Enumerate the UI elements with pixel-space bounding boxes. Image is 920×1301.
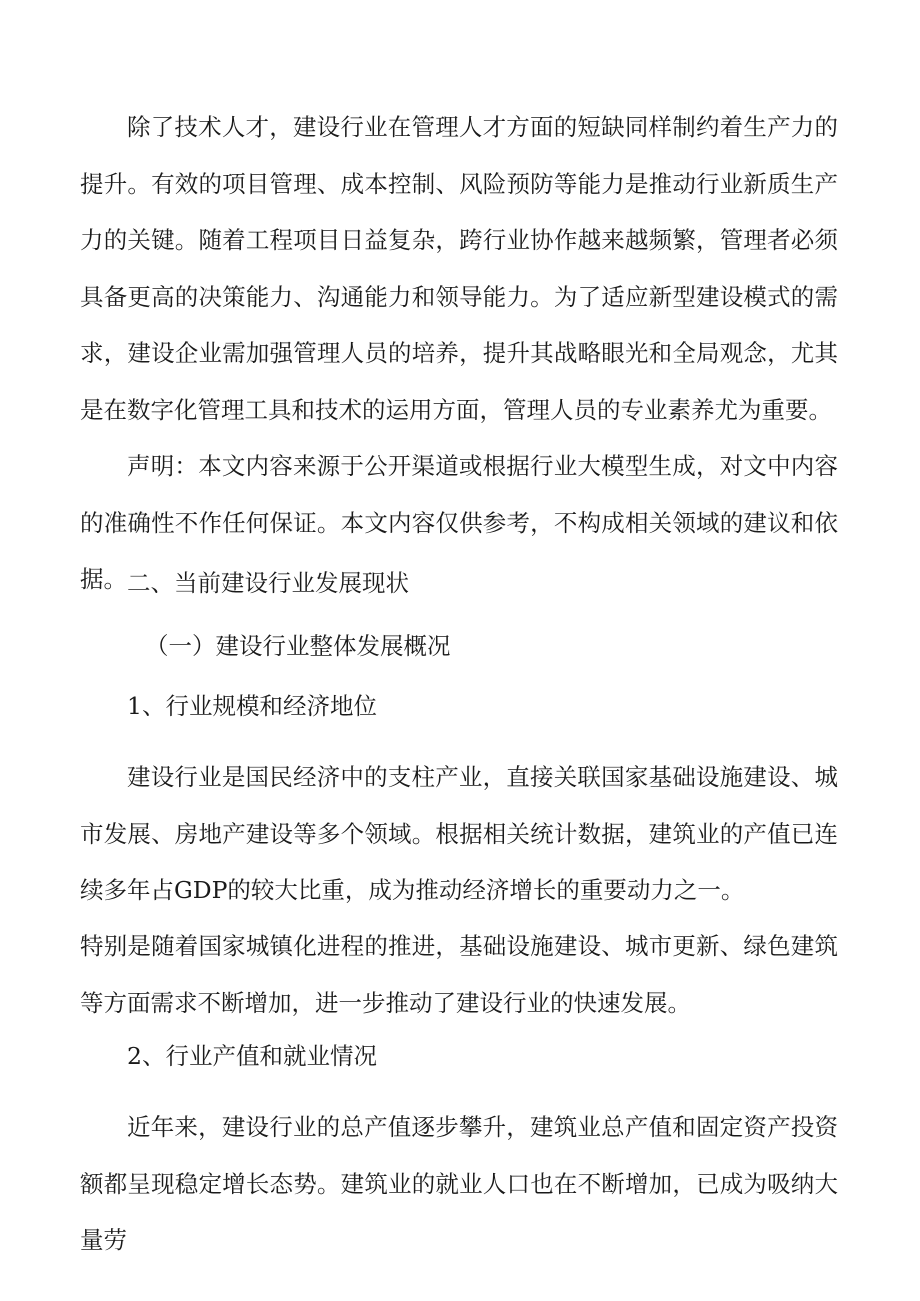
paragraph-industry-scale: 建设行业是国民经济中的支柱产业，直接关联国家基础设施建设、城市发展、房地产建设等多个领域。根据相关统计数据，建筑业的产值已连续多年占GDP的较大比重，成为推动经济增长的重要动力之一。 [80,763,838,905]
paragraph-urbanization: 特别是随着国家城镇化进程的推进，基础设施建设、城市更新、绿色建筑等方面需求不断增加，进一步推动了建设行业的快速发展。 [80,932,838,1017]
subsection-heading: （一）建设行业整体发展概况 [145,632,451,660]
item-heading-output: 2、行业产值和就业情况 [127,1042,377,1070]
item-heading-scale: 1、行业规模和经济地位 [127,692,377,720]
paragraph-output-employment: 近年来，建设行业的总产值逐步攀升，建筑业总产值和固定资产投资额都呈现稳定增长态势。建筑业的就业人口也在不断增加，已成为吸纳大量劳 [80,1113,838,1255]
section-heading: 二、当前建设行业发展现状 [127,569,409,597]
paragraph-management-talent: 除了技术人才，建设行业在管理人才方面的短缺同样制约着生产力的提升。有效的项目管理、成本控制、风险预防等能力是推动行业新质生产力的关键。随着工程项目日益复杂，跨行业协作越来越频繁，管理者必须具备更高的决策能力、沟通能力和领导能力。为了适应新型建设模式的需求，建设企业需加强管理人员的培养，提升其战略眼光和全局观念，尤其是在数字化管理工具和技术的运用方面，管理人员的专业素养尤为重要。 [80,113,838,424]
paragraph-disclaimer: 声明：本文内容来源于公开渠道或根据行业大模型生成，对文中内容的准确性不作任何保证。本文内容仅供参考，不构成相关领域的建议和依据。 [80,452,838,594]
